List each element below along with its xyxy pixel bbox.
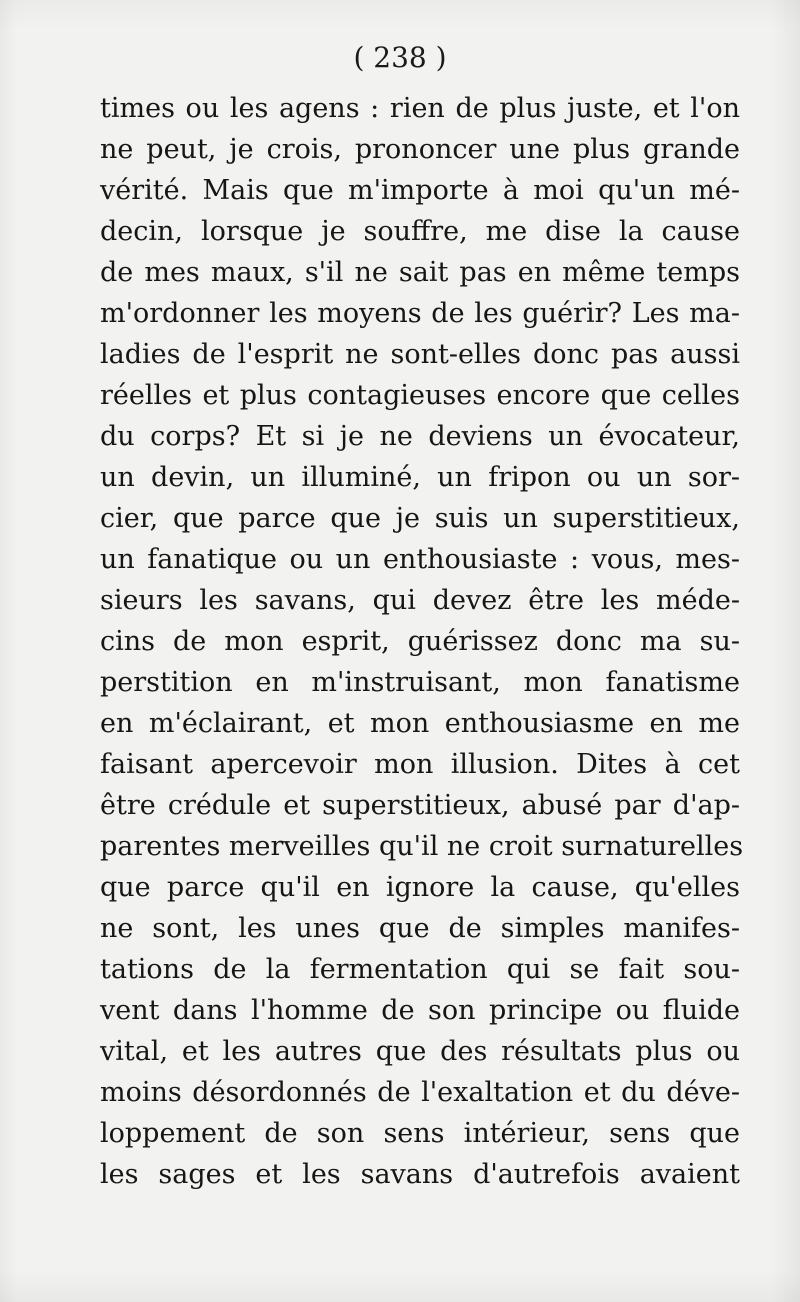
text-line: parentes merveilles qu'il ne croit surnaturelles — [100, 831, 744, 862]
text-line: un devin, un illuminé, un fripon ou un sor- — [100, 462, 740, 493]
text-line: m'ordonner les moyens de les guérir? Les ma- — [100, 298, 740, 329]
text-line: ne sont, les unes que de simples manifes- — [100, 913, 740, 944]
text-line: un fanatique ou un enthousiaste : vous, mes- — [100, 544, 740, 575]
text-line: vérité. Mais que m'importe à moi qu'un mé- — [100, 175, 740, 206]
text-line: vent dans l'homme de son principe ou fluide — [100, 995, 740, 1026]
page-number: ( 238 ) — [353, 41, 447, 74]
text-line: decin, lorsque je souffre, me dise la cause — [100, 216, 740, 247]
text-line: ladies de l'esprit ne sont-elles donc pas aussi — [100, 339, 740, 370]
text-line: times ou les agens : rien de plus juste, et l'on — [100, 93, 740, 124]
text-line: loppement de son sens intérieur, sens que — [100, 1118, 740, 1149]
text-line: moins désordonnés de l'exaltation et du déve- — [100, 1077, 740, 1108]
body-text — [100, 88, 744, 1195]
text-line: du corps? Et si je ne deviens un évocateur, — [100, 421, 740, 452]
text-line: être crédule et superstitieux, abusé par d'ap- — [100, 790, 740, 821]
text-line: réelles et plus contagieuses encore que celles — [100, 380, 740, 411]
text-line: tations de la fermentation qui se fait sou- — [100, 954, 740, 985]
text-line: de mes maux, s'il ne sait pas en même temps — [100, 257, 740, 288]
text-line: faisant apercevoir mon illusion. Dites à cet — [100, 749, 740, 780]
text-line: cier, que parce que je suis un superstitieux, — [100, 503, 740, 534]
text-line: ne peut, je crois, prononcer une plus grande — [100, 134, 740, 165]
text-line: en m'éclairant, et mon enthousiasme en me — [100, 708, 740, 739]
text-line: cins de mon esprit, guérissez donc ma su- — [100, 626, 740, 657]
text-line: sieurs les savans, qui devez être les méde- — [100, 585, 740, 616]
text-line: vital, et les autres que des résultats plus ou — [100, 1036, 740, 1067]
text-line: perstition en m'instruisant, mon fanatisme — [100, 667, 740, 698]
text-line: que parce qu'il en ignore la cause, qu'elles — [100, 872, 740, 903]
text-line: les sages et les savans d'autrefois avaient — [100, 1159, 740, 1190]
